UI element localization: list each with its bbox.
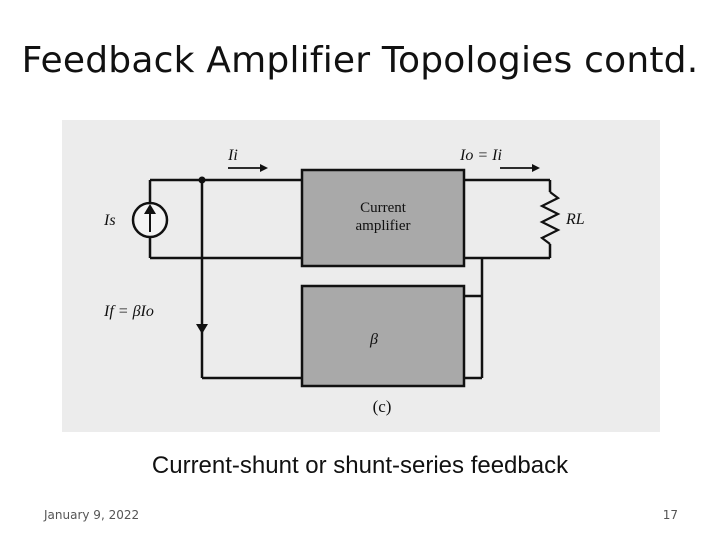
figure-tag: (c)	[372, 397, 392, 416]
figure-caption: Current-shunt or shunt-series feedback	[151, 452, 569, 479]
amplifier-label-line1: Current	[360, 200, 406, 216]
load-label: RL	[566, 211, 585, 228]
slide-title: Feedback Amplifier Topologies contd.	[21, 40, 699, 81]
footer-date: January 9, 2022	[44, 508, 140, 522]
input-current-label: Ii	[228, 147, 238, 164]
feedback-label: β	[370, 331, 378, 348]
output-current-arrow-icon	[532, 164, 540, 172]
circuit-diagram	[62, 120, 660, 432]
feedback-network-block	[302, 286, 464, 386]
page-number: 17	[662, 508, 678, 522]
feedback-current-arrow-icon	[196, 324, 208, 334]
output-current-label: Io = Ii	[460, 147, 502, 164]
circuit-figure	[62, 120, 660, 432]
source-label: Is	[104, 212, 116, 229]
load-resistor-icon	[542, 192, 558, 244]
amplifier-label-line2: amplifier	[355, 218, 411, 234]
input-current-arrow-icon	[260, 164, 268, 172]
feedback-current-label: If = βIo	[104, 303, 154, 320]
